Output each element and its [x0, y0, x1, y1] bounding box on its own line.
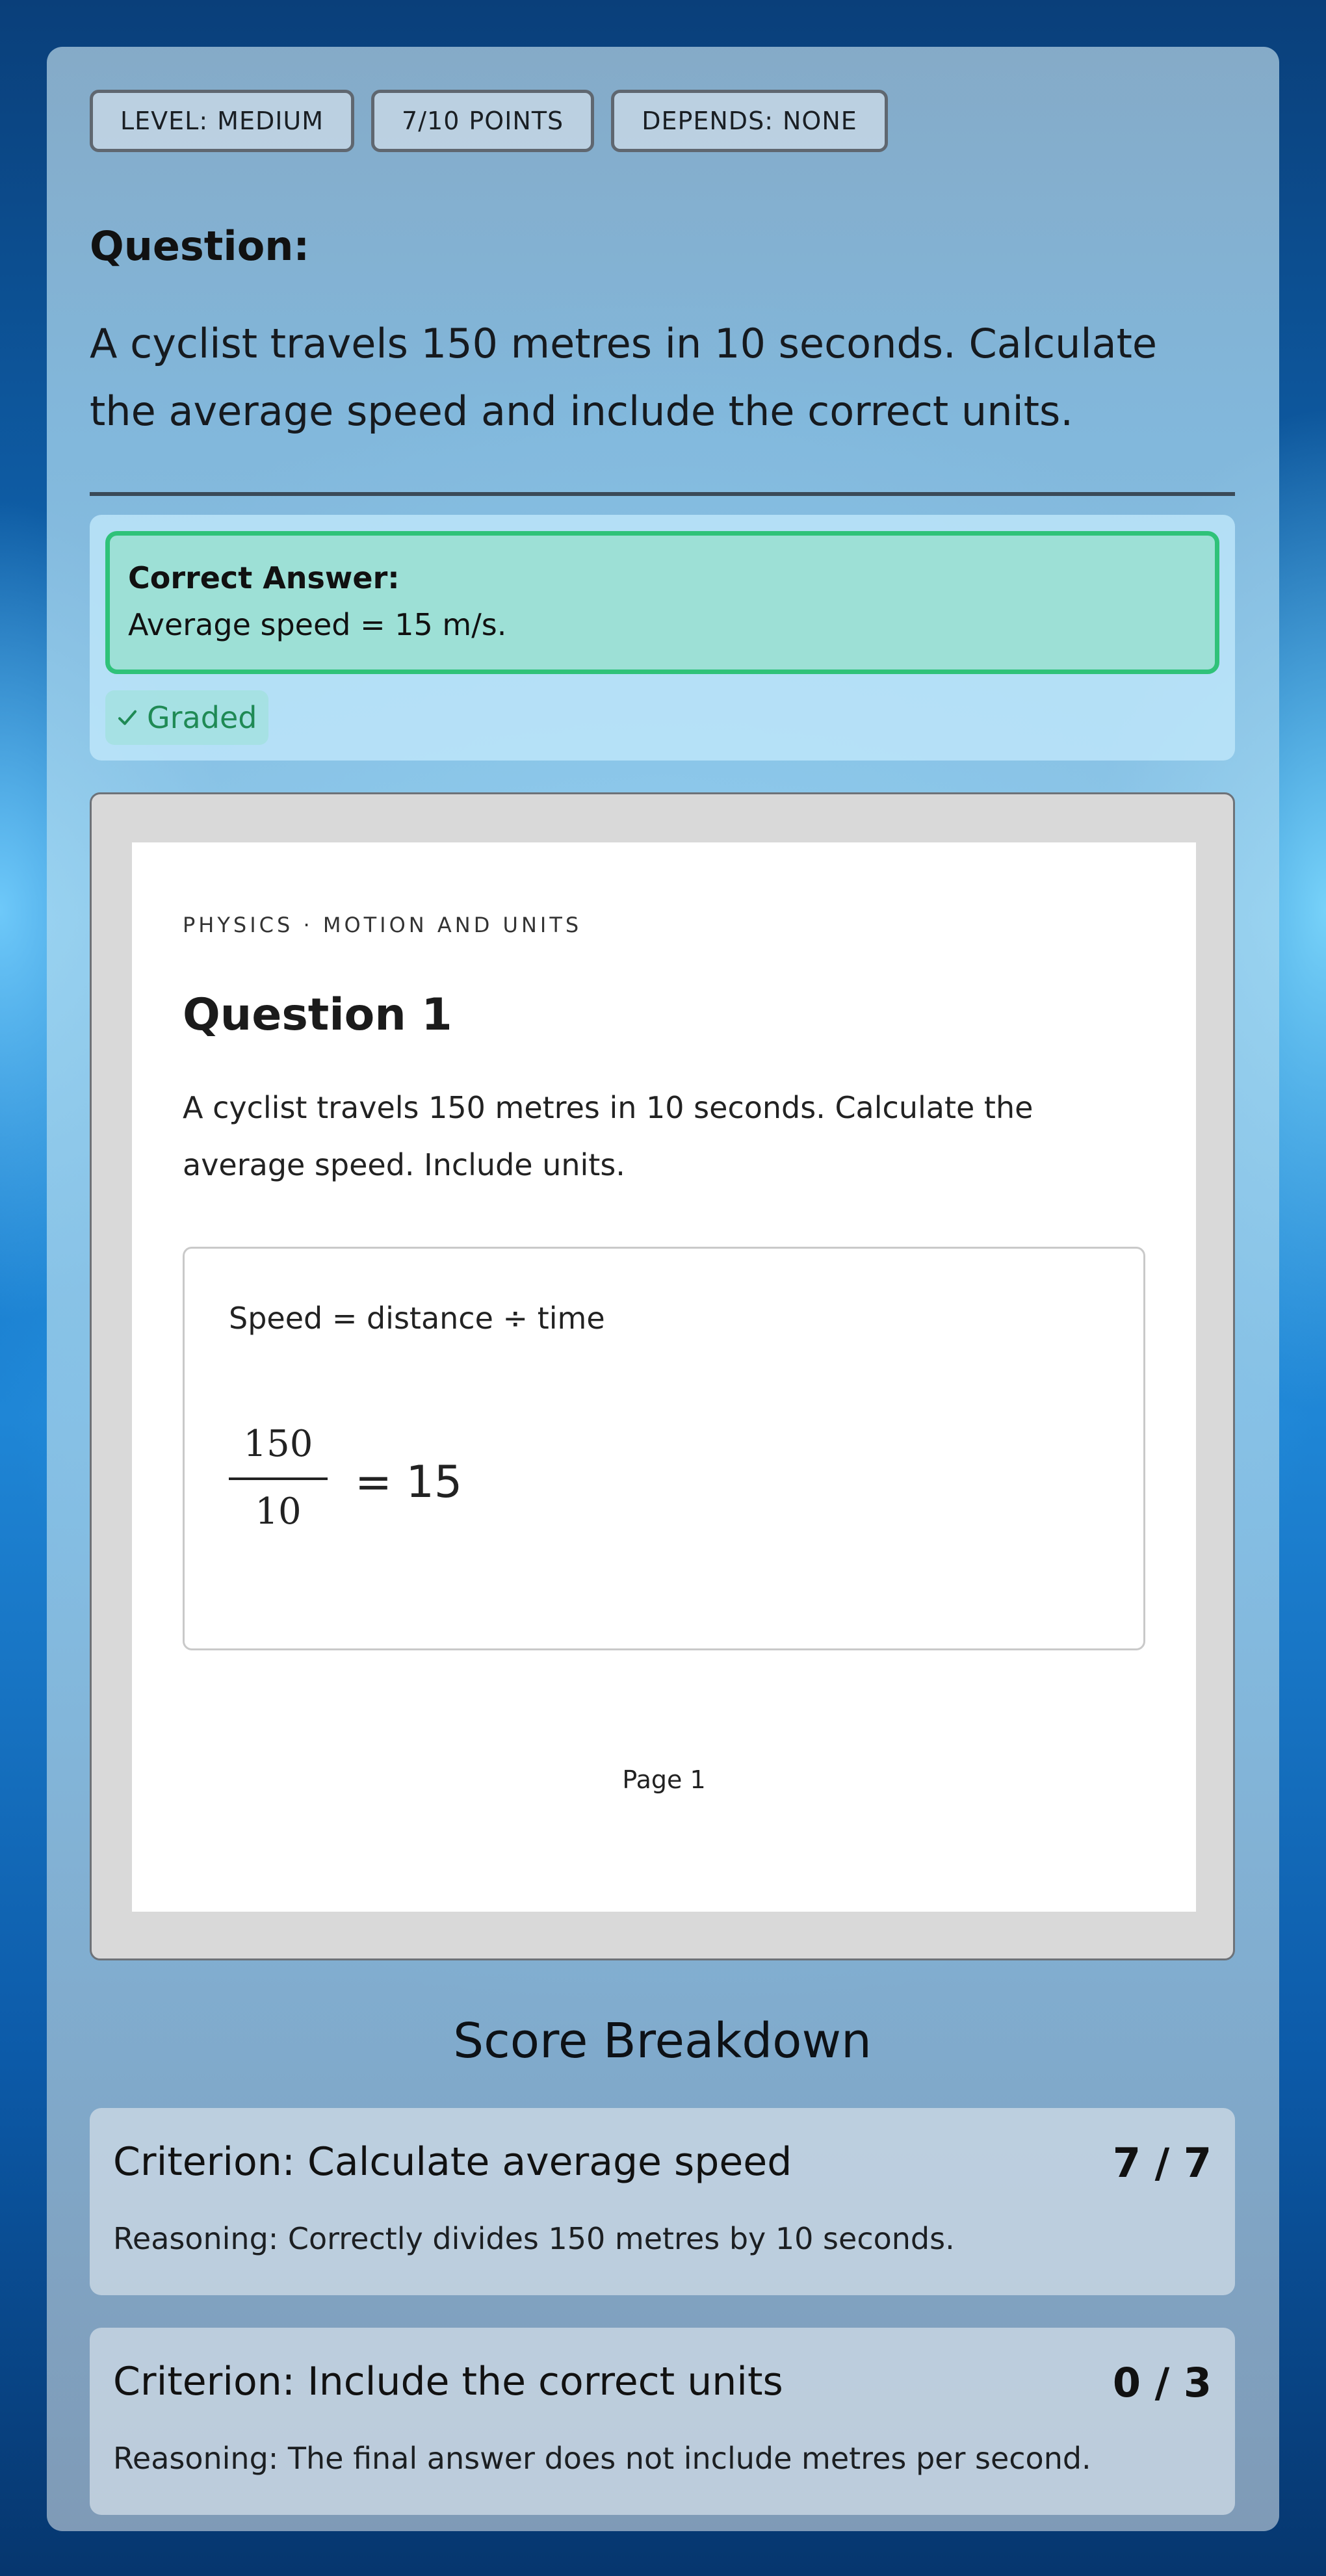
- correct-answer-title: Correct Answer:: [128, 560, 400, 595]
- document-viewer[interactable]: [90, 792, 1235, 1960]
- badge-row: [90, 90, 1235, 152]
- grading-panel: [47, 47, 1279, 2531]
- answer-section: [90, 515, 1235, 761]
- score-breakdown-title: Score Breakdown: [453, 2013, 872, 2069]
- points-badge: [371, 90, 594, 152]
- speed-formula: Speed = distance ÷ time: [229, 1301, 605, 1336]
- criterion-reasoning: Reasoning: The final answer does not include metres per second.: [113, 2441, 1091, 2476]
- fraction-numerator: 150: [243, 1423, 313, 1465]
- page-number: Page 1: [622, 1765, 706, 1794]
- graded-status-label: Graded: [147, 700, 257, 735]
- badge-value: POINTS: [469, 107, 564, 135]
- criterion-score: 7 / 7: [1112, 2139, 1212, 2187]
- badge-key: DEPENDS:: [642, 107, 774, 135]
- correct-answer-box: [105, 531, 1219, 674]
- correct-answer-text: Average speed = 15 m/s.: [128, 607, 507, 642]
- criterion-score: 0 / 3: [1112, 2359, 1212, 2406]
- check-icon: [117, 707, 138, 728]
- badge-key: LEVEL:: [120, 107, 209, 135]
- badge-value: NONE: [783, 107, 857, 135]
- level-badge: [90, 90, 354, 152]
- document-page: [132, 842, 1196, 1912]
- criterion-reasoning: Reasoning: Correctly divides 150 metres by 10 seconds.: [113, 2221, 955, 2256]
- question-label: Question:: [90, 222, 310, 270]
- fraction-result: = 15: [355, 1457, 463, 1508]
- badge-key: 7/10: [402, 107, 460, 135]
- fraction-denominator: 10: [255, 1490, 302, 1533]
- criterion-name: Criterion: Calculate average speed: [113, 2139, 792, 2185]
- document-kicker: PHYSICS · MOTION AND UNITS: [183, 913, 582, 937]
- badge-value: MEDIUM: [217, 107, 324, 135]
- document-title: Question 1: [183, 989, 452, 1041]
- document-question-text: A cyclist travels 150 metres in 10 seconds. Calculate the average speed. Include units.: [183, 1090, 1034, 1182]
- criterion-card: [90, 2108, 1235, 2295]
- divider: [90, 492, 1235, 496]
- graded-status-badge: [105, 690, 268, 745]
- criterion-card: [90, 2328, 1235, 2515]
- fraction-bar: [229, 1477, 328, 1480]
- depends-badge: [611, 90, 888, 152]
- question-text: A cyclist travels 150 metres in 10 seconds. Calculate the average speed and include the correct units.: [90, 320, 1158, 435]
- student-work-box: [183, 1247, 1145, 1650]
- fraction: [229, 1423, 328, 1533]
- criterion-name: Criterion: Include the correct units: [113, 2359, 783, 2404]
